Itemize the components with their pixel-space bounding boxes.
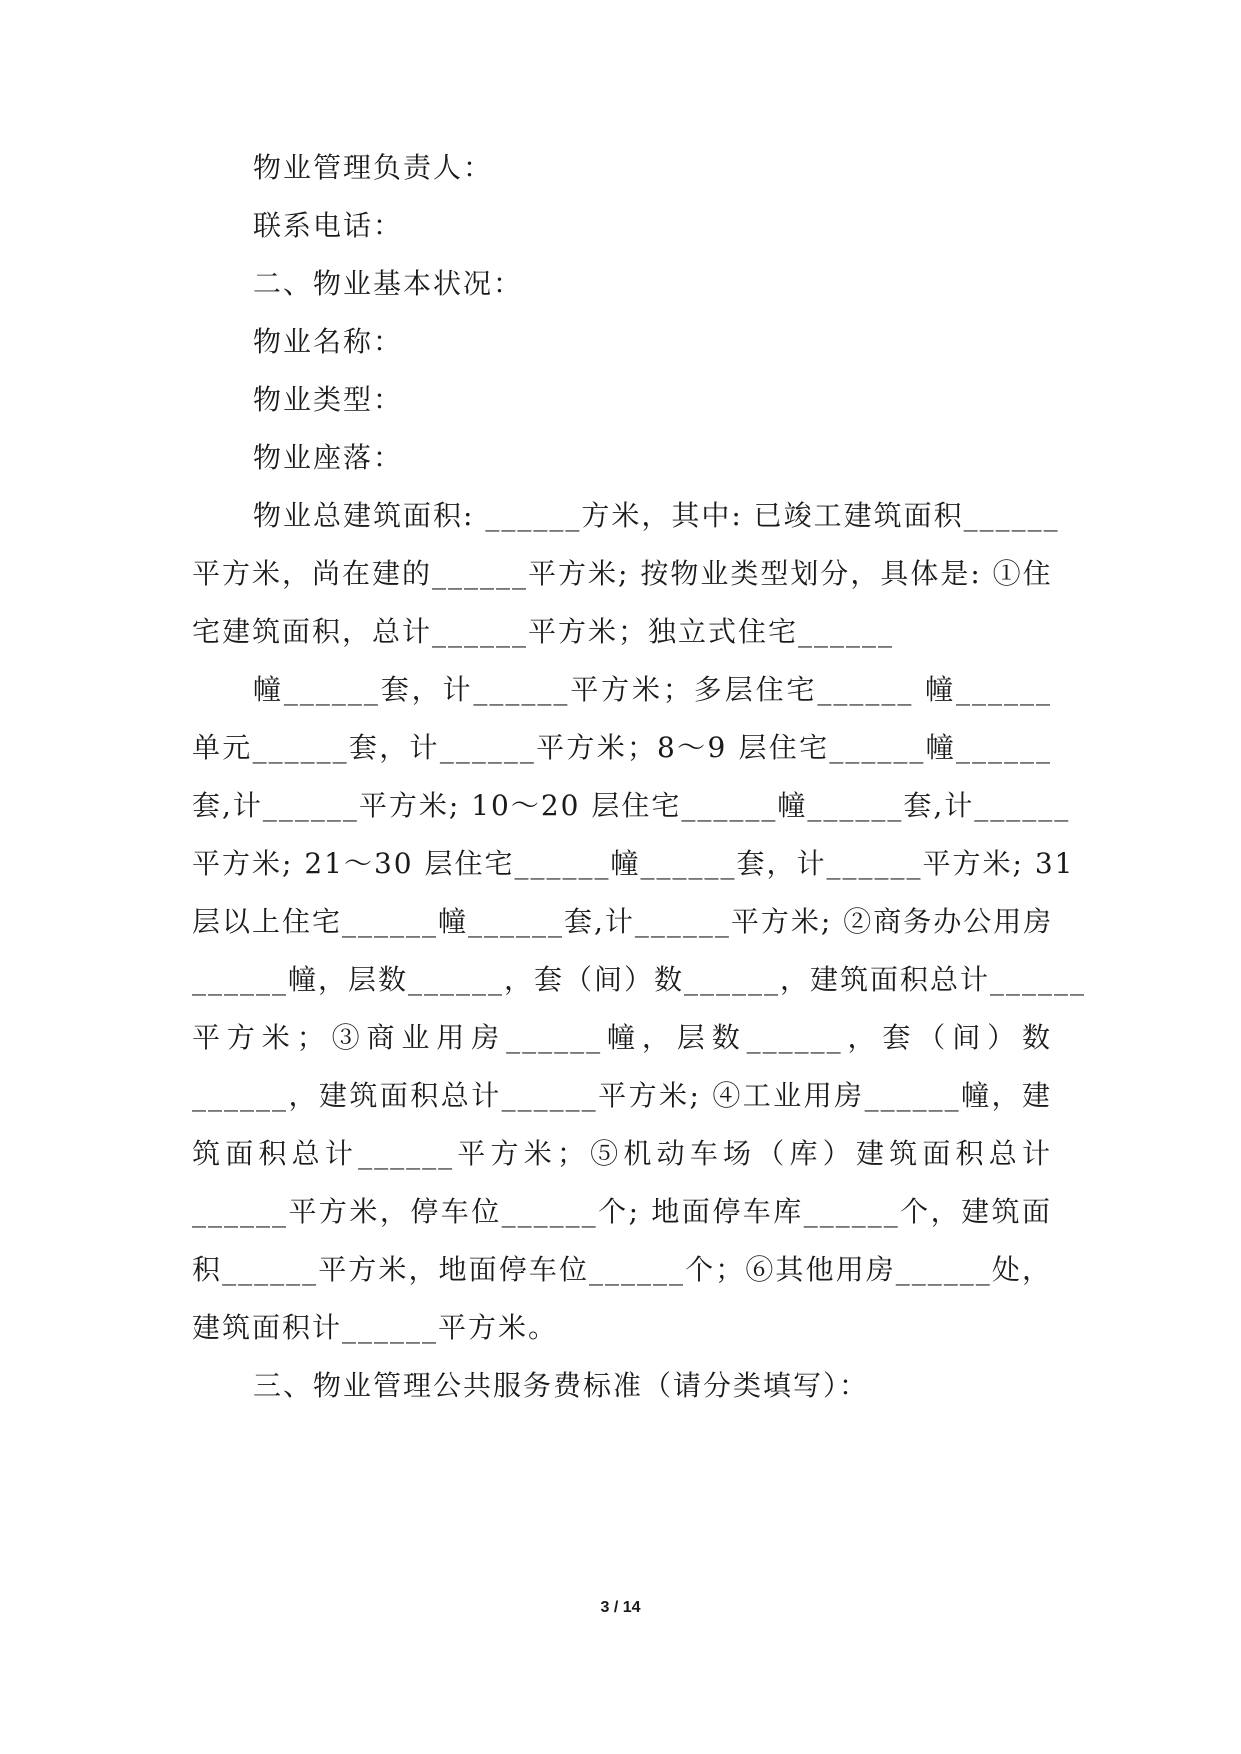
paragraph-line: 单元______套，计______平方米；8～9 层住宅______幢______: [192, 731, 1052, 764]
section-heading-3: 三、物业管理公共服务费标准（请分类填写）：: [253, 1369, 870, 1402]
paragraph-line: 平方米；③商业用房______幢，层数______，套（间）数: [192, 1021, 1052, 1054]
paragraph-line: 套,计______平方米; 10～20 层住宅______幢______套,计______: [192, 789, 1071, 822]
paragraph-line: 积______平方米，地面停车位______个；⑥其他用房______处，: [192, 1253, 1052, 1286]
paragraph-line: 筑面积总计______平方米；⑤机动车场（库）建筑面积总计: [192, 1137, 1052, 1170]
property-type-label: 物业类型：: [253, 383, 404, 416]
paragraph-line: 平方米，尚在建的______平方米; 按物业类型划分，具体是: ①住: [192, 557, 1053, 590]
paragraph-line: ______，建筑面积总计______平方米; ④工业用房______幢，建: [192, 1079, 1052, 1112]
paragraph-line: 平方米; 21～30 层住宅______幢______套，计______平方米; 31: [192, 847, 1075, 880]
section-heading-2: 二、物业基本状况：: [253, 267, 524, 300]
paragraph-line: 建筑面积计______平方米。: [192, 1311, 559, 1344]
paragraph-line: 幢______套，计______平方米；多层住宅______ 幢______: [253, 673, 1052, 706]
paragraph-line: ______幢，层数______，套（间）数______，建筑面积总计______: [192, 963, 1087, 996]
paragraph-line: 层以上住宅______幢______套,计______平方米; ②商务办公用房: [192, 905, 1054, 938]
paragraph-line: 物业总建筑面积: ______方米，其中: 已竣工建筑面积______: [253, 499, 1060, 532]
property-location-label: 物业座落：: [253, 441, 404, 474]
manager-label: 物业管理负责人：: [253, 151, 494, 184]
phone-label: 联系电话：: [253, 209, 404, 242]
page-number: 3 / 14: [600, 1599, 641, 1616]
paragraph-line: 宅建筑面积，总计______平方米；独立式住宅______: [192, 615, 895, 648]
paragraph-line: ______平方米，停车位______个; 地面停车库______个，建筑面: [192, 1195, 1052, 1228]
property-name-label: 物业名称：: [253, 325, 404, 358]
